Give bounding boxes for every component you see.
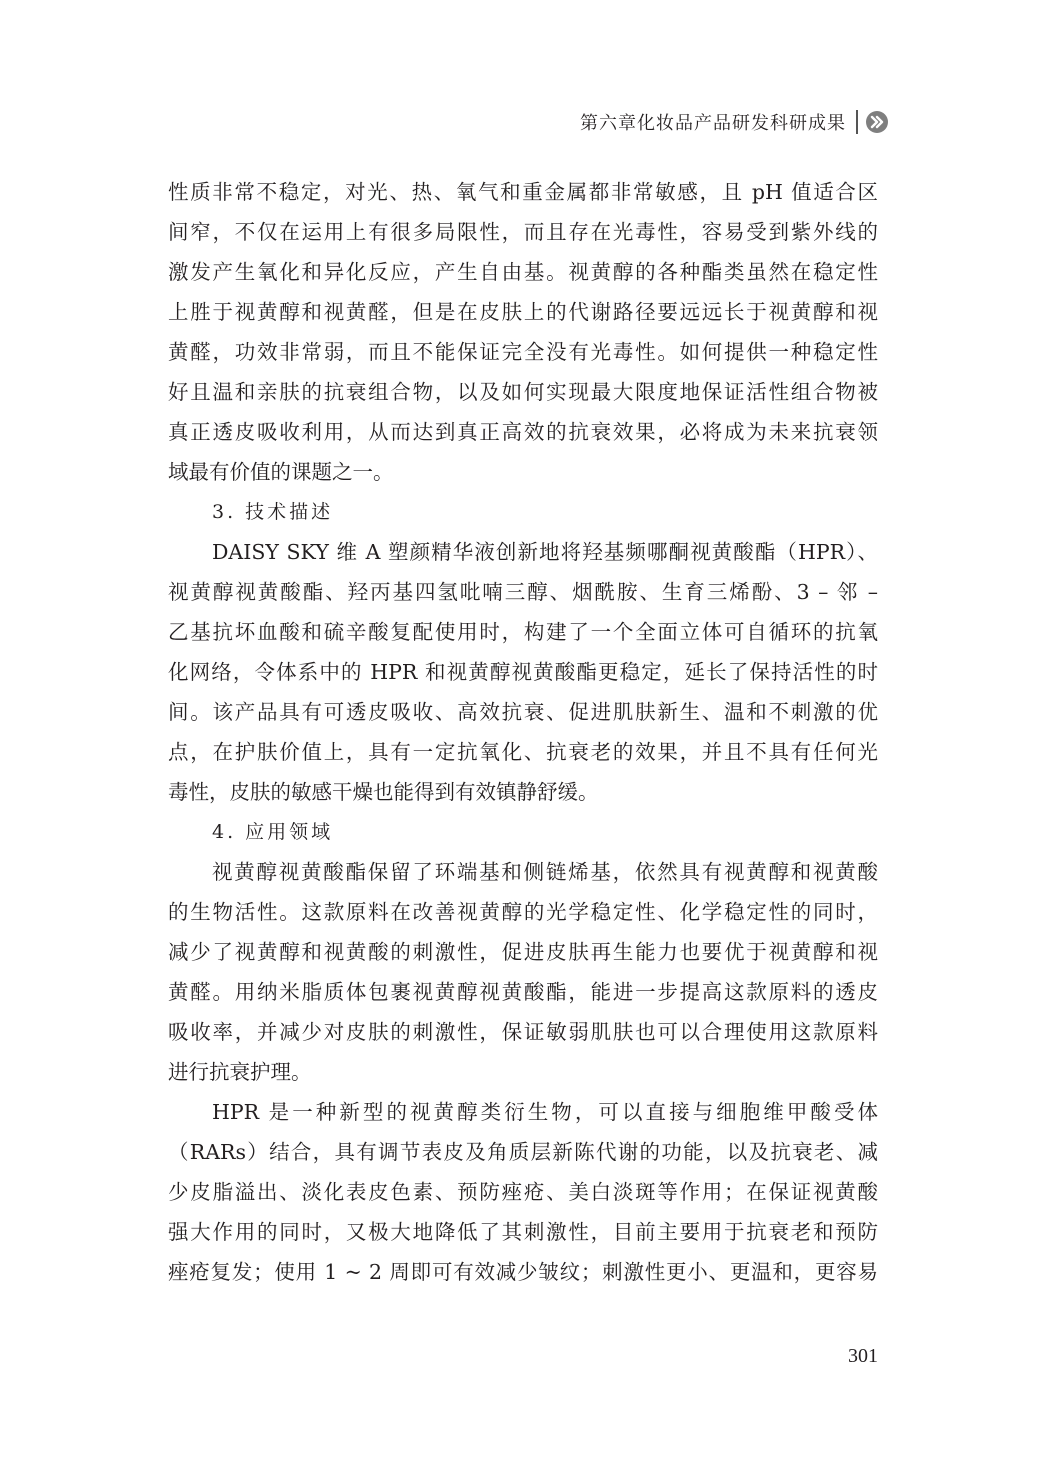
text-line: 域最有价值的课题之一。 xyxy=(168,460,394,484)
text-line: 吸收率，并减少对皮肤的刺激性，保证敏弱肌肤也可以合理使用这款原料 xyxy=(168,1020,878,1044)
text-line: 少皮脂溢出、淡化表皮色素、预防痤疮、美白淡斑等作用；在保证视黄酸 xyxy=(168,1180,878,1204)
header-chapter: 第六章 xyxy=(580,113,637,134)
text-line: 减少了视黄醇和视黄酸的刺激性，促进皮肤再生能力也要优于视黄醇和视 xyxy=(168,940,878,964)
text-line: 间。该产品具有可透皮吸收、高效抗衰、促进肌肤新生、温和不刺激的优 xyxy=(168,700,878,724)
text-line: 视黄醇视黄酸酯、羟丙基四氢吡喃三醇、烟酰胺、生育三烯酚、3 – 邻 – xyxy=(168,580,878,604)
text-line: 好且温和亲肤的抗衰组合物，以及如何实现最大限度地保证活性组合物被 xyxy=(168,380,878,404)
running-header xyxy=(580,108,915,136)
header-divider xyxy=(856,110,858,134)
section-4-paragraph-1 xyxy=(168,852,878,1092)
text-line: 的生物活性。这款原料在改善视黄醇的光学稳定性、化学稳定性的同时， xyxy=(168,900,878,924)
text-line: 间窄，不仅在运用上有很多局限性，而且存在光毒性，容易受到紫外线的 xyxy=(168,220,878,244)
paragraph-continuation xyxy=(168,172,878,492)
section-heading-3: 3. 技术描述 xyxy=(212,501,334,523)
text-line: 真正透皮吸收利用，从而达到真正高效的抗衰效果，必将成为未来抗衰领 xyxy=(168,420,878,444)
page-body xyxy=(168,172,878,1292)
page-number: 301 xyxy=(848,1345,878,1367)
text-line: 黄醛。用纳米脂质体包裹视黄醇视黄酸酯，能进一步提高这款原料的透皮 xyxy=(168,980,878,1004)
section-3-paragraph xyxy=(168,532,878,812)
text-line: 强大作用的同时，又极大地降低了其刺激性，目前主要用于抗衰老和预防 xyxy=(168,1220,878,1244)
section-heading-4: 4. 应用领域 xyxy=(212,821,334,843)
header-title: 化妆品产品研发科研成果 xyxy=(637,113,846,134)
text-line: 痤疮复发；使用 1 ~ 2 周即可有效减少皱纹；刺激性更小、更温和，更容易 xyxy=(168,1260,878,1284)
text-line: 乙基抗坏血酸和硫辛酸复配使用时，构建了一个全面立体可自循环的抗氧 xyxy=(168,620,878,644)
double-chevron-right-icon xyxy=(866,111,888,133)
section-4-paragraph-2 xyxy=(168,1092,878,1292)
text-line: 黄醛，功效非常弱，而且不能保证完全没有光毒性。如何提供一种稳定性 xyxy=(168,340,878,364)
text-line: 性质非常不稳定，对光、热、氧气和重金属都非常敏感，且 pH 值适合区 xyxy=(168,180,878,204)
text-line: 上胜于视黄醇和视黄醛，但是在皮肤上的代谢路径要远远长于视黄醇和视 xyxy=(168,300,878,324)
text-line: 激发产生氧化和异化反应，产生自由基。视黄醇的各种酯类虽然在稳定性 xyxy=(168,260,878,284)
text-line: 化网络，令体系中的 HPR 和视黄醇视黄酸酯更稳定，延长了保持活性的时 xyxy=(168,660,878,684)
text-line: HPR 是一种新型的视黄醇类衍生物，可以直接与细胞维甲酸受体 xyxy=(212,1100,878,1124)
text-line: 毒性，皮肤的敏感干燥也能得到有效镇静舒缓。 xyxy=(168,780,599,804)
text-line: （RARs）结合，具有调节表皮及角质层新陈代谢的功能，以及抗衰老、减 xyxy=(168,1140,878,1164)
text-line: DAISY SKY 维 A 塑颜精华液创新地将羟基频哪酮视黄酸酯（HPR）、 xyxy=(212,540,878,564)
text-line: 进行抗衰护理。 xyxy=(168,1060,312,1084)
text-line: 点，在护肤价值上，具有一定抗氧化、抗衰老的效果，并且不具有任何光 xyxy=(168,740,878,764)
text-line: 视黄醇视黄酸酯保留了环端基和侧链烯基，依然具有视黄醇和视黄酸 xyxy=(212,860,878,884)
